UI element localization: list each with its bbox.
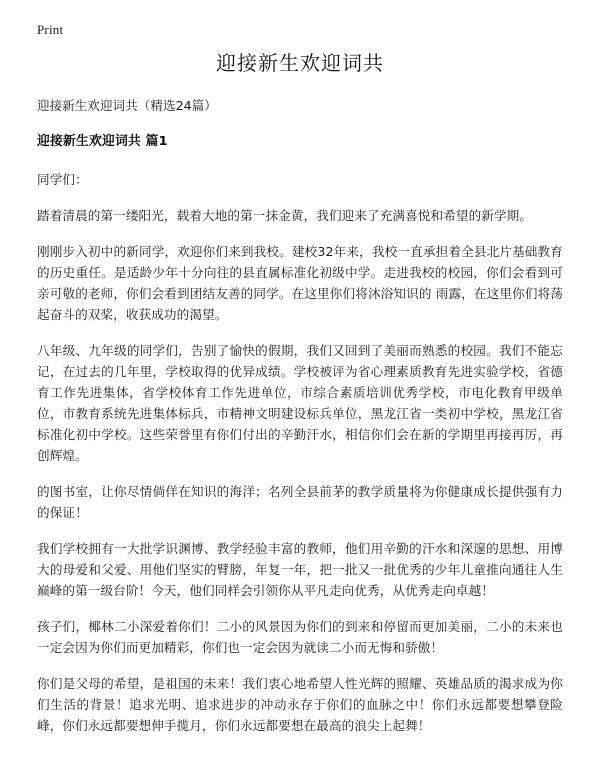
paragraph-salutation: 同学们： bbox=[37, 171, 88, 187]
paragraph-body: 孩子们，椰林二小深爱着你们！二小的风景因为你们的到来和停留而更加美丽，二小的未来也一定会因为你们而更加精彩，你们也一定会因为就读二小而无悔和骄傲！ bbox=[37, 618, 563, 655]
section-heading: 迎接新生欢迎词共 篇1 bbox=[37, 133, 168, 149]
print-link[interactable]: Print bbox=[37, 22, 64, 37]
page-title: 迎接新生欢迎词共 bbox=[216, 51, 384, 75]
paragraph-body: 我们学校拥有一大批学识渊博、教学经验丰富的教师，他们用辛勤的汗水和深邃的思想、用博大的母爱和父爱、用他们坚实的臂膀，年复一年，把一批又一批优秀的少年儿童推向通往人生巅峰的第一级台阶！今天，他们同样会引领你从平凡走向优秀，从优秀走向卓越！ bbox=[37, 540, 563, 598]
document-subtitle: 迎接新生欢迎词共（精选24篇） bbox=[37, 98, 217, 113]
paragraph-body: 刚刚步入初中的新同学，欢迎你们来到我校。建校32年来，我校一直承担着全县北片基础教育的历史重任。是适龄少年十分向往的县直属标准化初级中学。走进我校的校园，你们会看到可亲可敬的老师，你们会看到团结友善的同学。在这里你们将沐浴知识的 雨露，在这里你们将荡起奋斗的双桨，收获成功的渴望。 bbox=[37, 243, 563, 322]
paragraph-body: 你们是父母的希望，是祖国的未来！我们衷心地希望人性光辉的照耀、英雄品质的渴求成为你们生活的背景！追求光明、追求进步的冲动永存于你们的血脉之中！你们永远都要想攀登险峰，你们永远都要想伸手揽月，你们永远都要想在最高的浪尖上起舞！ bbox=[37, 675, 563, 733]
paragraph-body: 八年级、九年级的同学们，告别了愉快的假期，我们又回到了美丽而熟悉的校园。我们不能忘记，在过去的几年里，学校取得的优异成绩。学校被评为省心理素质教育先进实验学校，省德育工作先进集体，省学校体育工作先进单位，市综合素质培训优秀学校，市电化教育甲级单位，市教育系统先进集体标兵，市精神文明建设标兵单位，黑龙江省一类初中学校，黑龙江省标准化初中学校。这些荣誉里有你们付出的辛勤汗水，相信你们会在新的学期里再接再厉，再创辉煌。 bbox=[37, 342, 563, 463]
paragraph-body: 踏着清晨的第一缕阳光，载着大地的第一抹金黄，我们迎来了充满喜悦和希望的新学期。 bbox=[37, 207, 533, 223]
print-bar bbox=[37, 22, 63, 38]
paragraph-body: 的图书室，让你尽情倘佯在知识的海洋；名列全县前茅的教学质量将为你健康成长提供强有力的保证！ bbox=[37, 483, 563, 520]
document-content bbox=[37, 48, 563, 736]
